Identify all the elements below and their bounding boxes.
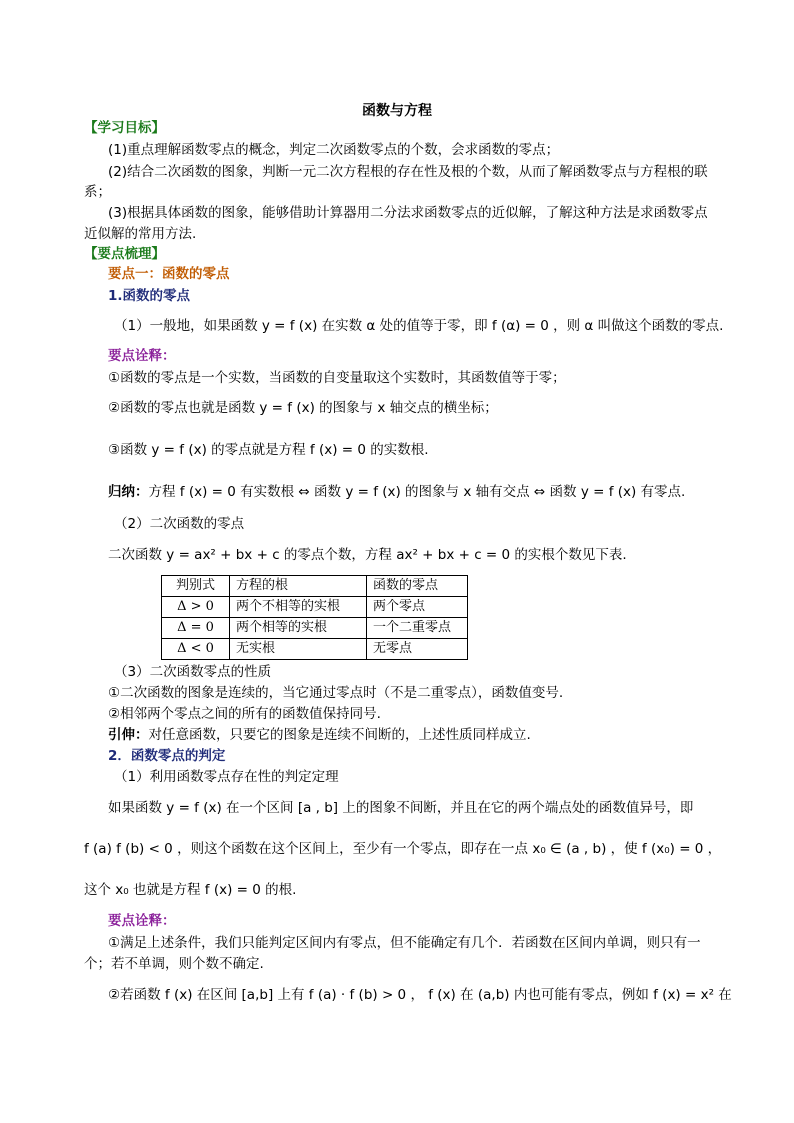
sub3-heading: （3）二次函数零点的性质: [114, 664, 272, 680]
note2-2: ②若函数 f (x) 在区间 [a,b] 上有 f (a) · f (b) > 0 ， f (x) 在 (a,b) 内也可能有零点，例如 f (x) = x² 在: [108, 987, 732, 1003]
theorem-para-3: 这个 x₀ 也就是方程 f (x) = 0 的根.: [84, 882, 297, 898]
quadratic-intro: 二次函数 y = ax² + bx + c 的零点个数，方程 ax² + bx + c = 0 的实根个数见下表.: [108, 547, 627, 563]
goal-item-2: (2)结合二次函数的图象，判断一元二次方程根的存在性及根的个数，从而了解函数零点与方程根的联: [108, 164, 708, 180]
discriminant-table: [161, 575, 468, 660]
summary-label: 归纳：: [108, 484, 149, 500]
table-cell: 无零点: [367, 639, 468, 660]
table-cell: 两个不相等的实根: [230, 597, 367, 618]
sub2-heading: （2）二次函数的零点: [114, 516, 245, 532]
extend-label: 引伸：: [108, 727, 149, 743]
note2-label: 要点诠释：: [108, 913, 176, 929]
goal-item-2-cont: 系；: [84, 184, 111, 200]
point2-heading: 2．函数零点的判定: [108, 748, 226, 764]
point1-heading: 要点一：函数的零点: [108, 266, 230, 282]
table-header-row: [162, 576, 468, 597]
property-1: ①二次函数的图象是连续的，当它通过零点时（不是二重零点），函数值变号.: [108, 685, 564, 701]
table-row: [162, 618, 468, 639]
note-label: 要点诠释：: [108, 348, 176, 364]
table-header: 判别式: [162, 576, 230, 597]
summary-text: 方程 f (x) = 0 有实数根 ⇔ 函数 y = f (x) 的图象与 x 轴有交点 ⇔ 函数 y = f (x) 有零点.: [148, 484, 686, 500]
table-cell: Δ > 0: [162, 597, 230, 618]
table-cell: 无实根: [230, 639, 367, 660]
extend-text: 对任意函数，只要它的图象是连续不间断的，上述性质同样成立.: [148, 727, 531, 743]
table-header: 函数的零点: [367, 576, 468, 597]
note2-1-cont: 个；若不单调，则个数不确定.: [84, 956, 264, 972]
table-row: [162, 597, 468, 618]
table-cell: 一个二重零点: [367, 618, 468, 639]
summary-line: [108, 482, 736, 502]
theorem-para-2: f (a) f (b) < 0 ，则这个函数在这个区间上，至少有一个零点，即存在一点 x₀ ∈ (a , b) ，使 f (x₀) = 0 ，: [84, 841, 722, 857]
note-1: ①函数的零点是一个实数，当函数的自变量取这个实数时，其函数值等于零；: [108, 370, 566, 386]
table-cell: 两个相等的实根: [230, 618, 367, 639]
review-heading: 【要点梳理】: [84, 246, 165, 262]
goals-heading: 【学习目标】: [84, 120, 165, 136]
note-3: ③函数 y = f (x) 的零点就是方程 f (x) = 0 的实数根.: [108, 442, 429, 458]
property-2: ②相邻两个零点之间的所有的函数值保持同号.: [108, 706, 381, 722]
table-cell: 两个零点: [367, 597, 468, 618]
goal-item-3: (3)根据具体函数的图象，能够借助计算器用二分法求函数零点的近似解，了解这种方法是求函数零点: [108, 205, 708, 221]
goal-item-1: (1)重点理解函数零点的概念，判定二次函数零点的个数，会求函数的零点；: [108, 142, 560, 158]
table-header: 方程的根: [230, 576, 367, 597]
extend-line: [108, 725, 760, 745]
theorem-para-1: 如果函数 y = f (x) 在一个区间 [a , b] 上的图象不间断，并且在它的两个端点处的函数值异号，即: [108, 800, 694, 816]
goal-item-3-cont: 近似解的常用方法.: [84, 226, 197, 242]
note-2: ②函数的零点也就是函数 y = f (x) 的图象与 x 轴交点的横坐标；: [108, 400, 498, 416]
note2-1: ①满足上述条件，我们只能判定区间内有零点，但不能确定有几个．若函数在区间内单调，则只有一: [108, 935, 701, 951]
theorem-heading: （1）利用函数零点存在性的判定定理: [114, 769, 339, 785]
table-cell: Δ < 0: [162, 639, 230, 660]
sub1-heading: 1.函数的零点: [108, 288, 191, 304]
table-cell: Δ = 0: [162, 618, 230, 639]
zero-definition: （1）一般地，如果函数 y = f (x) 在实数 α 处的值等于零，即 f (α) = 0 ，则 α 叫做这个函数的零点.: [114, 318, 724, 334]
page-title: 函数与方程: [362, 103, 432, 119]
table-row: [162, 639, 468, 660]
